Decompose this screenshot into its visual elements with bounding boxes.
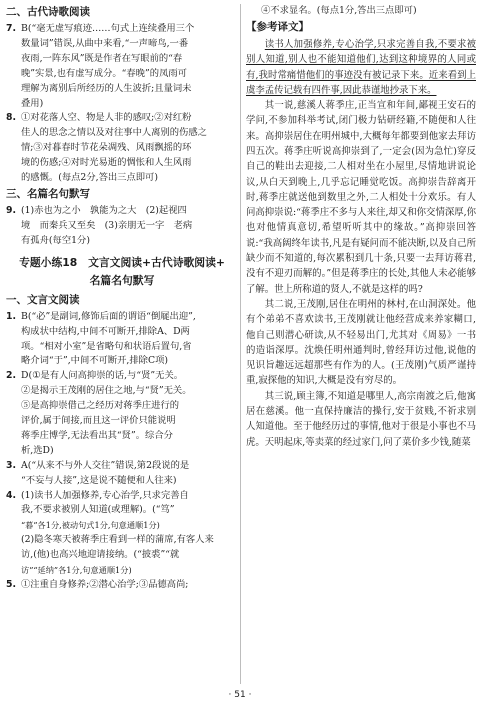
item-number: 9. [6, 204, 17, 216]
answer-line: B(“毫无虚写痕迹……句式上连续叠用三个 [21, 23, 195, 34]
answer-line: 境 而秦兵又至矣 (3)亲朋无一字 老病 [21, 219, 193, 231]
item-number: 3. [6, 459, 17, 471]
answer-line: “不妄与人接”,这是说不随便和人往来) [21, 474, 177, 486]
answer-line: 访”“延纳”各1分,句意通顺1分) [21, 565, 132, 576]
answer-item-9 [6, 204, 238, 249]
answer-line: 叠用) [21, 97, 44, 109]
item-number: 5. [6, 579, 17, 590]
answer-line: B(“必”是副词,修饰后面的谓语“倒屣出迎”, [21, 310, 196, 322]
special-practice-subtitle: 名篇名句默写 [89, 273, 155, 287]
item-number: 2. [6, 370, 17, 382]
answer-line: 境的伤感;④对时光易逝的惆怅和人生风雨 [21, 157, 192, 169]
answer-line: 评价,属于间接,而且这一评价只能说明 [21, 415, 176, 427]
translation-paragraph-1: 读书人加强修养,专心治学,只求完善自我,不要求被别人知道,别人也不能知道他们,达到这种境界的人同或有,我时常痛惜他们的事迹没有被记录下来。近来看到上虞李孟传记载有四件事,因此恭谨地抄录下来。 [246, 38, 476, 96]
translation-paragraph-2: 其一说,慈溪人蒋季庄,正当宣和年间,鄙视王安石的学问,不参加科举考试,闭门极力钻研经籍,不随便和人往来。高抑崇居住在明州城中,大概每年都要到他家去拜访四五次。蒋季庄听说高抑崇到了,一定会(因为急忙)穿反自己的鞋出去迎接,二人相对坐在小屋里,尽情地讲说论议,从白天到晚上,几乎忘记睡觉吃饭。高抑崇告辞离开时,蒋季庄就送他到数里之外,二人相处十分欢乐。有人问高抑崇说:“蒋季庄不多与人来往,却又和你交情深厚,你也对他情真意切,希望听听其中的缘故。”高抑崇回答说:“我高阔终年读书,凡是有疑问而不能决断,以及自己所缺少而不知道的,每次累积到几十条,只要一去拜访蒋君,没有不迎刃而解的。”但是蒋季庄的长处,其他人未必能够了解。世上所称道的贤人,不就是这样的吗? [246, 100, 476, 295]
answer-line: 理解为离别后所经历的人生波折;且量词未 [21, 82, 192, 94]
translation-paragraph-4: 其三说,顾主簿,不知道是哪里人,高宗南渡之后,他寓居在慈溪。他一直保持廉洁的操行,安于贫贱,不祈求别人知道他。至于他经历过的事情,他对于很是小事也不马虎。天明起床,等卖菜的经过家门,问了菜价多少钱,随菜 [246, 390, 476, 448]
answer-line: 我,不要求被别人知道(或理解)。(“笃” [21, 504, 175, 516]
answer-line: (2)隐冬寒天被蒋季庄看到一样的蒲席,有客人来 [21, 534, 214, 546]
answer-line: D(①是有人问高抑崇的话,与“贤”无关。 [21, 370, 184, 382]
column-divider [240, 4, 241, 684]
left-column [6, 4, 238, 593]
answer-line: “暮”各1分,被动句式1分,句意通顺1分) [21, 520, 160, 531]
section-title-poetry: 二、古代诗歌阅读 [6, 6, 90, 18]
answer-item-5 [6, 578, 238, 593]
answer-line: (1)赤也为之小 孰能为之大 (2)起视四 [21, 204, 187, 216]
answer-line: 蒋季庄博学,无法看出其“贤”。综合分 [21, 429, 173, 441]
reference-translation-title: 【参考译文】 [246, 20, 309, 33]
page-number: · 51 · [228, 690, 252, 700]
translation-paragraph-3: 其二说,王茂刚,居住在明州的林村,在山洞深处。他有个弟弟不喜欢读书,王茂刚就让他经营成来养家糊口,他自己则潜心研读,从不轻易出门,尤其对《周易》一书的造诣深厚。沈焕任明州通判时,曾经拜访过他,说他的见识旨趣远远超那些有作为的人。(王茂刚)气质严谨持重,寂探他的知识,大概是没有穷尽的。 [246, 298, 476, 387]
answer-item-7 [6, 22, 238, 111]
answer-item-5-continued: ④不求显名。(每点1分,答出三点即可) [261, 5, 417, 16]
answer-line: (1)读书人加强修养,专心治学,只求完善自 [21, 489, 189, 501]
answer-line: 数量词”错误,从曲中来看,“一声啼鸟,一番 [21, 37, 189, 49]
answer-item-8 [6, 111, 238, 186]
answer-line: A(“从来不与外人交往”错误,第2段说的是 [21, 459, 190, 471]
answer-line: 晚”实景,也有虚写成分。“春晚”的凤雨可 [21, 67, 187, 79]
item-number: 1. [6, 310, 17, 322]
answer-line: 略介词“于”,中间不可断开,排除C项) [21, 355, 169, 367]
section-title-classical-chinese: 一、文言文阅读 [6, 293, 80, 306]
answer-line: 佳人的思念之情以及对往事中人离别的伤感之 [21, 127, 207, 139]
section-title-recitation: 三、名篇名句默写 [6, 187, 90, 200]
answer-line: 构成状中结构,中间不可断开,排除A、D两 [21, 325, 190, 337]
special-practice-title: 专题小练18 文言文阅读+古代诗歌阅读+ [19, 255, 225, 269]
answer-line: ①注重自身修养;②潜心治学;③品德高尚; [21, 579, 189, 590]
answer-line: 析,选D) [21, 444, 54, 456]
answer-line: 情;③对暮春时节花朵凋残、风雨飘摇的环 [21, 142, 192, 154]
answer-line: 的感慨。(每点2分,答出三点即可) [21, 172, 158, 184]
answer-item-3 [6, 459, 238, 489]
answer-item-1 [6, 310, 238, 370]
answer-line: 夜雨,一阵东风”既是作者在写眼前的“春 [21, 52, 183, 64]
answer-item-4 [6, 489, 238, 578]
item-number: 8. [6, 112, 17, 124]
answer-line: 项。“相对小室”是省略句和状语后置句,省 [21, 340, 192, 352]
answer-item-2 [6, 369, 238, 458]
answer-line: ②是揭示王茂刚的居住之地,与“贤”无关。 [21, 385, 192, 397]
answer-line: ⑤是高抑崇借己之经历对蒋季庄进行的 [21, 400, 180, 412]
item-number: 7. [6, 23, 17, 34]
item-number: 4. [6, 489, 17, 501]
right-column [246, 4, 476, 450]
answer-line: 访,(他)也高兴地迎请接纳。(“披裘”“就 [21, 549, 180, 561]
answer-line: ①对花落人空、物是人非的感叹;②对红粉 [21, 112, 192, 124]
answer-line: 有孤舟(每空1分) [21, 234, 90, 246]
